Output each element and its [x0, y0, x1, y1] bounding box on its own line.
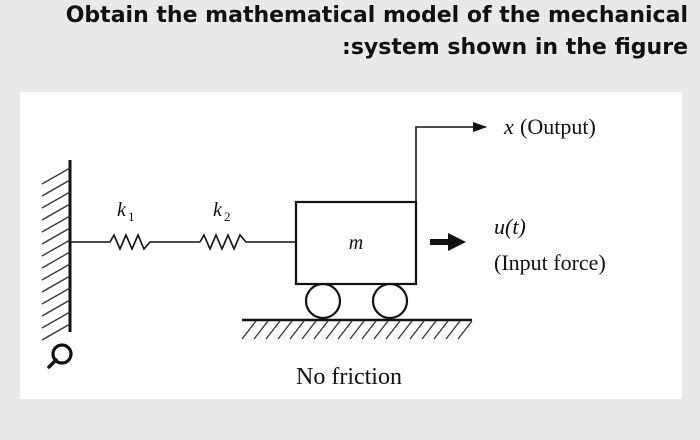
wheel-left: [306, 284, 340, 318]
input-force-arrow: [430, 233, 466, 251]
output-arrow: [416, 127, 486, 202]
output-label: (Output): [520, 114, 596, 139]
question-line-1: Obtain the mathematical model of the mechanical: [65, 3, 688, 28]
wheel-right: [373, 284, 407, 318]
no-friction-label: No friction: [296, 364, 402, 390]
zoom-search-icon[interactable]: [47, 340, 81, 374]
spring-k1-label: k: [117, 199, 126, 221]
mass-label: m: [348, 232, 364, 254]
spring-k1: [70, 235, 200, 249]
input-variable: u(t): [494, 214, 526, 239]
figure-drawing: [20, 92, 682, 399]
spring-k2: [200, 235, 296, 249]
spring-k1-subscript: 1: [128, 209, 135, 224]
fixed-wall: [42, 160, 70, 340]
input-label: (Input force): [494, 250, 606, 275]
ground: [242, 320, 472, 339]
output-variable: x: [504, 114, 514, 139]
question-text: [0, 0, 688, 64]
spring-k2-subscript: 2: [224, 209, 231, 224]
question-line-2: :system shown in the figure: [342, 35, 688, 60]
mechanical-system-figure: [20, 92, 682, 399]
spring-k2-label: k: [213, 199, 222, 221]
